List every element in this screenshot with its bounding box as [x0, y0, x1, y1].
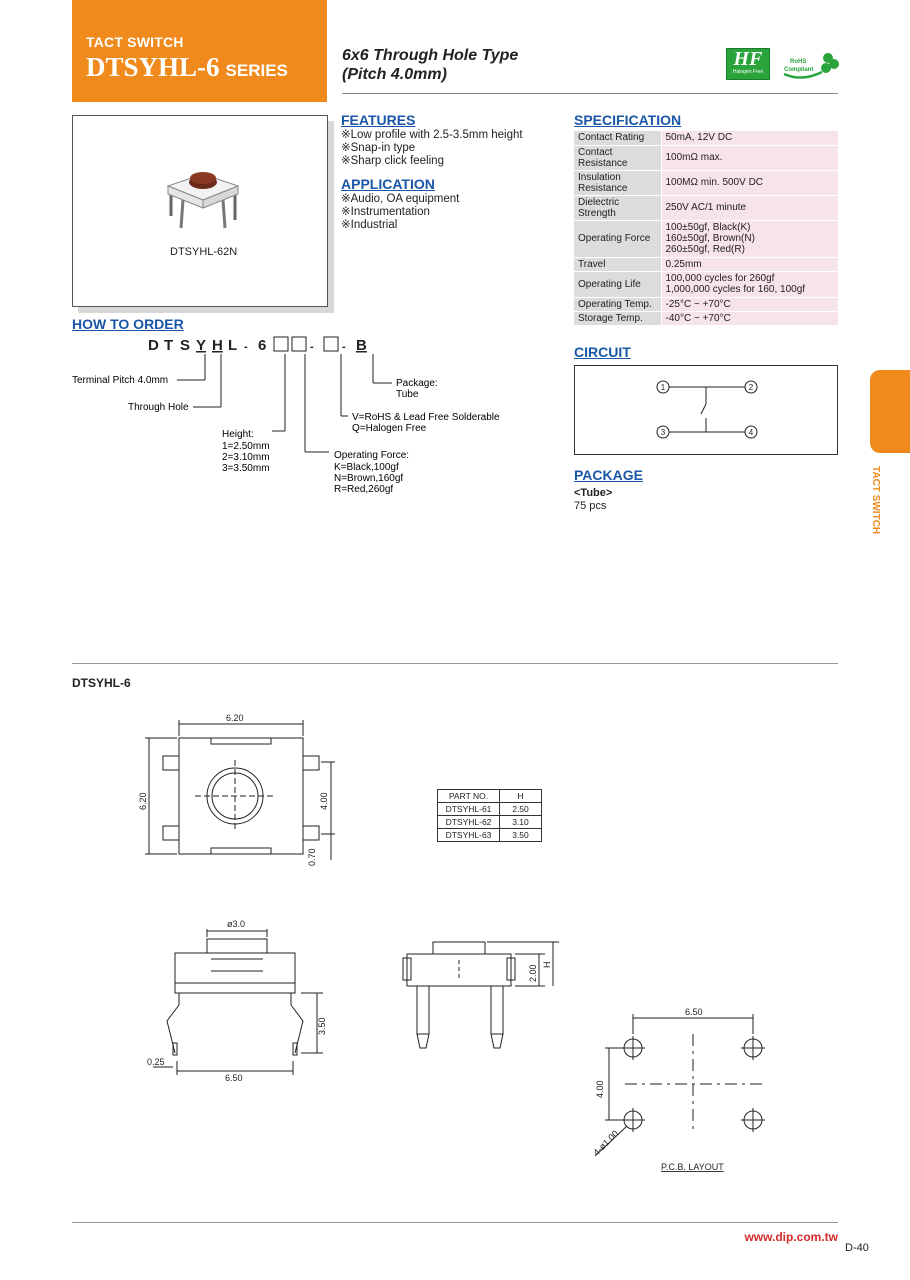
code-char: D	[148, 337, 159, 354]
side-tab-text: TACT SWITCH	[870, 466, 881, 535]
part-number-table	[437, 789, 542, 842]
dim-pin-offset: 0.70	[307, 848, 317, 866]
spec-value: 50mA, 12V DC	[661, 131, 838, 145]
application-item: ※Industrial	[341, 219, 398, 231]
part-table-cell: 3.50	[500, 829, 542, 842]
pcb-vertical: 4.00	[595, 1080, 605, 1098]
code-char: H	[212, 337, 223, 354]
spec-value: 100MΩ min. 500V DC	[661, 170, 838, 195]
pin-label: 4	[748, 428, 754, 437]
spec-row	[574, 271, 838, 297]
spec-key: Insulation Resistance	[574, 170, 661, 195]
part-table-cell: 3.10	[500, 816, 542, 829]
pin-label: 3	[660, 428, 666, 437]
force-option: K=Black,100gf	[334, 462, 399, 473]
code-slot-box	[292, 337, 306, 351]
feature-item: ※Snap-in type	[341, 142, 416, 154]
code-char: -	[342, 341, 346, 353]
front-view-drawing	[145, 915, 345, 1085]
spec-key: Operating Force	[574, 220, 661, 257]
terminal-pitch-label: Terminal Pitch 4.0mm	[72, 375, 169, 386]
circuit-diagram	[574, 365, 838, 455]
spec-value: -25°C ~ +70°C	[661, 297, 838, 311]
dim-height: 6.20	[138, 792, 148, 810]
product-subtitle	[342, 46, 518, 84]
spec-table	[574, 131, 838, 326]
spec-key: Contact Rating	[574, 131, 661, 145]
code-char: S	[180, 337, 191, 354]
footer-divider	[72, 1222, 838, 1223]
spec-row	[574, 170, 838, 195]
rohs-text-2: Compliant	[784, 67, 814, 73]
code-char: B	[356, 337, 367, 354]
spec-row	[574, 220, 838, 257]
package-title: Package:	[396, 378, 438, 389]
switch-photo-image	[73, 116, 329, 308]
spec-key: Storage Temp.	[574, 311, 661, 325]
header-banner	[72, 0, 327, 102]
subtitle-line-2: (Pitch 4.0mm)	[342, 66, 447, 83]
spec-row	[574, 131, 838, 145]
application-list	[341, 193, 459, 232]
solder-option: Q=Halogen Free	[352, 423, 427, 434]
features-heading: FEATURES	[341, 112, 416, 128]
dim-pitch: 4.00	[319, 792, 329, 810]
top-view-drawing	[135, 710, 345, 870]
code-char: L	[228, 337, 238, 354]
part-table-cell: DTSYHL-62	[438, 816, 500, 829]
spec-key: Contact Resistance	[574, 145, 661, 170]
side-view-drawing	[395, 940, 565, 1070]
model-name: DTSYHL-6	[86, 52, 220, 82]
solder-option: V=RoHS & Lead Free Solderable	[352, 412, 500, 423]
part-table-header	[438, 790, 542, 803]
spec-row	[574, 195, 838, 220]
spec-value: -40°C ~ +70°C	[661, 311, 838, 325]
spec-value: 100±50gf, Black(K) 160±50gf, Brown(N) 260±50gf, Red(R)	[661, 220, 838, 257]
hf-text: Halogen Free	[732, 69, 764, 75]
package-type: <Tube>	[574, 487, 613, 499]
dim-width: 6.20	[226, 713, 244, 723]
pcb-title: P.C.B. LAYOUT	[661, 1162, 724, 1172]
photo-caption: DTSYHL-62N	[170, 246, 238, 258]
pin-label: 2	[748, 383, 754, 392]
part-table-cell: DTSYHL-61	[438, 803, 500, 816]
spec-row	[574, 257, 838, 271]
code-char: Y	[196, 337, 207, 354]
application-item: ※Audio, OA equipment	[341, 193, 460, 205]
series-label: SERIES	[225, 61, 288, 80]
package-value: Tube	[396, 389, 419, 400]
header-divider	[342, 93, 838, 94]
application-item: ※Instrumentation	[341, 206, 430, 218]
part-table-cell: 2.50	[500, 803, 542, 816]
feature-item: ※Low profile with 2.5-3.5mm height	[341, 129, 523, 141]
pcb-hole: 4-ø1.00	[591, 1128, 621, 1158]
product-photo-frame	[72, 115, 328, 307]
code-slot-char: □	[324, 337, 334, 354]
pcb-pitch: 6.50	[685, 1007, 703, 1017]
application-heading: APPLICATION	[341, 176, 435, 192]
section-divider	[72, 663, 838, 664]
package-heading: PACKAGE	[574, 467, 643, 483]
page-number: D-40	[845, 1242, 869, 1254]
drawing-title: DTSYHL-6	[72, 676, 131, 690]
spec-key: Dielectric Strength	[574, 195, 661, 220]
halogen-free-logo	[726, 48, 770, 80]
code-char: -	[244, 341, 248, 353]
dim-pin-pitch: 6.50	[225, 1073, 243, 1083]
features-list	[341, 129, 523, 168]
category-label: TACT SWITCH	[86, 34, 184, 50]
dim-cap-dia: ø3.0	[227, 919, 246, 929]
feature-item: ※Sharp click feeling	[341, 155, 444, 167]
dim-h-label: H	[542, 961, 552, 968]
hf-mark: HF	[733, 48, 763, 70]
code-slot-char: □	[274, 337, 284, 354]
rohs-text-1: RoHS	[790, 59, 807, 65]
spec-row	[574, 145, 838, 170]
code-char: T	[164, 337, 174, 354]
dim-pin-len: 3.50	[317, 1017, 327, 1035]
height-option: 3=3.50mm	[222, 463, 270, 474]
circuit-heading: CIRCUIT	[574, 344, 631, 360]
circuit-schematic	[575, 366, 837, 454]
spec-key: Operating Life	[574, 271, 661, 297]
subtitle-line-1: 6x6 Through Hole Type	[342, 47, 519, 64]
part-table-cell: DTSYHL-63	[438, 829, 500, 842]
model-title	[86, 52, 327, 83]
part-table-row	[438, 816, 542, 829]
spec-value: 100mΩ max.	[661, 145, 838, 170]
code-slot-box	[274, 337, 288, 351]
force-option: N=Brown,160gf	[334, 473, 404, 484]
specification-heading: SPECIFICATION	[574, 112, 682, 128]
dim-pin-w: 0.25	[147, 1057, 165, 1067]
height-option: 2=3.10mm	[222, 452, 270, 463]
spec-value: 100,000 cycles for 260gf 1,000,000 cycles for 160, 100gf	[661, 271, 838, 297]
code-char: -	[310, 341, 314, 353]
spec-row	[574, 311, 838, 325]
height-title: Height:	[222, 429, 254, 440]
how-to-order-heading: HOW TO ORDER	[72, 316, 184, 332]
rohs-compliant-logo	[778, 46, 840, 82]
code-char: 6	[258, 337, 267, 354]
spec-value: 0.25mm	[661, 257, 838, 271]
spec-row	[574, 297, 838, 311]
side-tab-label	[864, 466, 888, 556]
code-slot-box	[324, 337, 338, 351]
dim-body-h: 2.00	[528, 964, 538, 982]
height-option: 1=2.50mm	[222, 441, 270, 452]
order-code-diagram	[72, 330, 552, 500]
side-tab	[870, 370, 910, 453]
part-table-header-cell: H	[500, 790, 542, 803]
force-title: Operating Force:	[334, 450, 410, 461]
spec-key: Travel	[574, 257, 661, 271]
part-table-row	[438, 803, 542, 816]
spec-key: Operating Temp.	[574, 297, 661, 311]
code-slot-char: □	[292, 337, 302, 354]
part-table-row	[438, 829, 542, 842]
part-table-header-cell: PART NO.	[438, 790, 500, 803]
through-hole-label: Through Hole	[128, 402, 189, 413]
spec-value: 250V AC/1 minute	[661, 195, 838, 220]
pin-label: 1	[660, 383, 666, 392]
pcb-layout-drawing	[585, 1000, 785, 1180]
package-qty: 75 pcs	[574, 500, 607, 512]
website-link[interactable]: www.dip.com.tw	[744, 1230, 838, 1244]
force-option: R=Red,260gf	[334, 484, 394, 495]
